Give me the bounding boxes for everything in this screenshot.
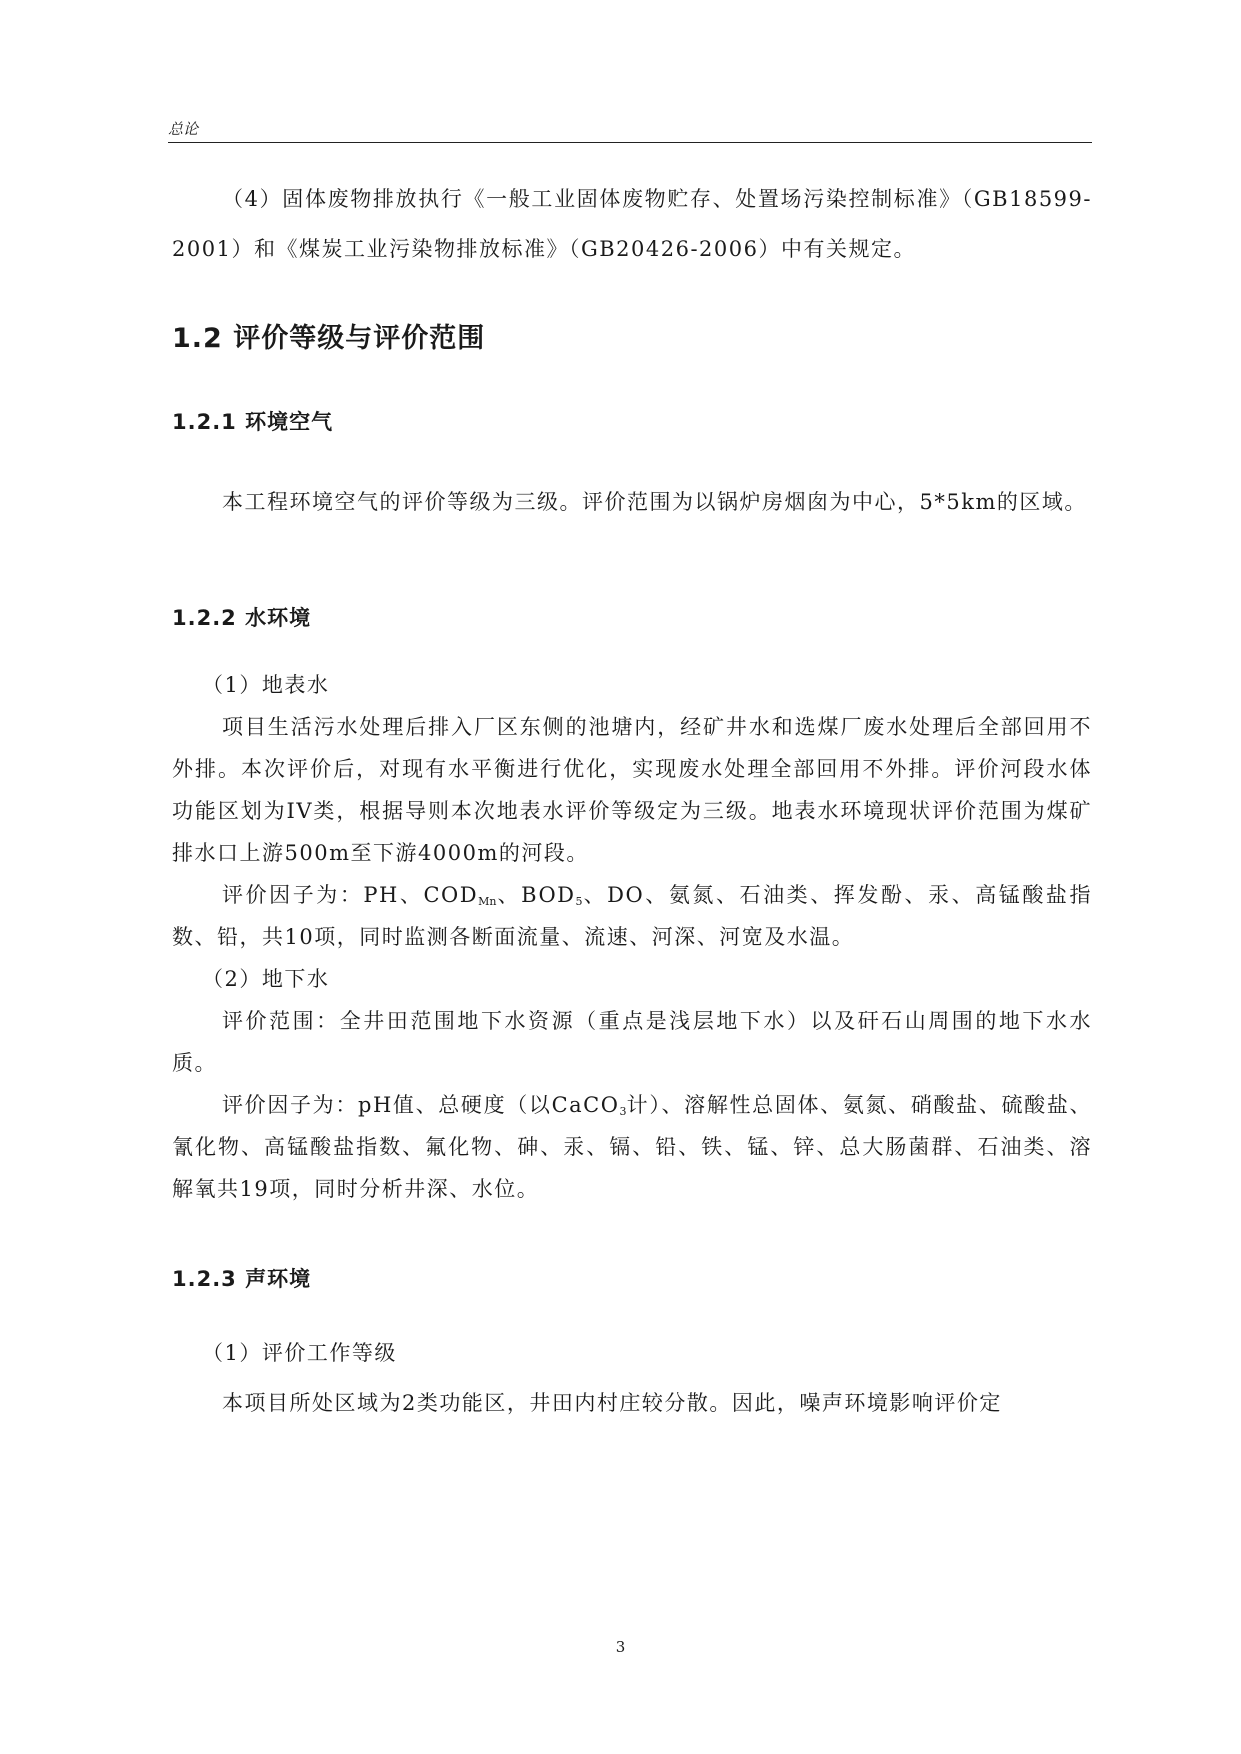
paragraph-solid-waste: （4）固体废物排放执行《一般工业固体废物贮存、处置场污染控制标准》（GB18599-2001）和《煤炭工业污染物排放标准》（GB20426-2006）中有关规定。 bbox=[172, 187, 1092, 261]
surface-factors-part-b: 、BOD bbox=[496, 883, 576, 907]
page-number: 3 bbox=[615, 1638, 626, 1656]
section-heading-1-2: 1.2 评价等级与评价范围 bbox=[172, 323, 486, 354]
paragraph-groundwater-title: （2）地下水 bbox=[202, 967, 330, 991]
paragraph-groundwater-range: 评价范围：全井田范围地下水资源（重点是浅层地下水）以及矸石山周围的地下水水质。 bbox=[172, 1009, 1092, 1075]
paragraph-surface-factors bbox=[172, 874, 1092, 958]
groundwater-factors-part-a: 评价因子为：pH值、总硬度（以CaCO bbox=[222, 1093, 620, 1117]
running-header: 总论 bbox=[168, 120, 199, 138]
paragraph-air: 本工程环境空气的评价等级为三级。评价范围为以锅炉房烟囱为中心，5*5km的区域。 bbox=[222, 490, 1087, 514]
surface-factors-part-a: 评价因子为：PH、COD bbox=[222, 883, 479, 907]
paragraph-surface-water: 项目生活污水处理后排入厂区东侧的池塘内，经矿井水和选煤厂废水处理后全部回用不外排。本次评价后，对现有水平衡进行优化，实现废水处理全部回用不外排。评价河段水体功能区划为IV类，根据导则本次地表水评价等级定为三级。地表水环境现状评价范围为煤矿排水口上游500m至下游4000m的河段。 bbox=[172, 715, 1092, 865]
subscript-3: 3 bbox=[619, 1105, 627, 1118]
water-section-body bbox=[172, 664, 1092, 1210]
subsection-heading-noise: 1.2.3 声环境 bbox=[172, 1267, 312, 1291]
subsection-heading-air: 1.2.1 环境空气 bbox=[172, 410, 334, 434]
header-divider bbox=[168, 142, 1092, 143]
paragraph-groundwater-factors bbox=[172, 1084, 1092, 1210]
paragraph-surface-water-title: （1）地表水 bbox=[202, 673, 330, 697]
solid-waste-paragraph bbox=[172, 174, 1092, 274]
subsection-heading-water: 1.2.2 水环境 bbox=[172, 606, 312, 630]
paragraph-noise: 本项目所处区域为2类功能区，井田内村庄较分散。因此，噪声环境影响评价定 bbox=[222, 1391, 1002, 1415]
noise-section-body bbox=[172, 1328, 1092, 1428]
subscript-5: 5 bbox=[575, 895, 583, 908]
paragraph-noise-title: （1）评价工作等级 bbox=[202, 1341, 397, 1365]
groundwater-factors-part-b: 计）、溶解性总固体、氨氮、硝酸盐、硫酸盐、氰化物、高锰酸盐指数、氟化物、砷、汞、镉、铅、铁、锰、锌、总大肠菌群、石油类、溶解氧共19项，同时分析井深、水位。 bbox=[172, 1093, 1092, 1201]
subscript-mn: Mn bbox=[478, 895, 497, 908]
air-section-body bbox=[172, 476, 1092, 528]
surface-factors-part-c: 、DO、氨氮、石油类、挥发酚、汞、高锰酸盐指数、铅，共10项，同时监测各断面流量、流速、河深、河宽及水温。 bbox=[172, 883, 1092, 949]
